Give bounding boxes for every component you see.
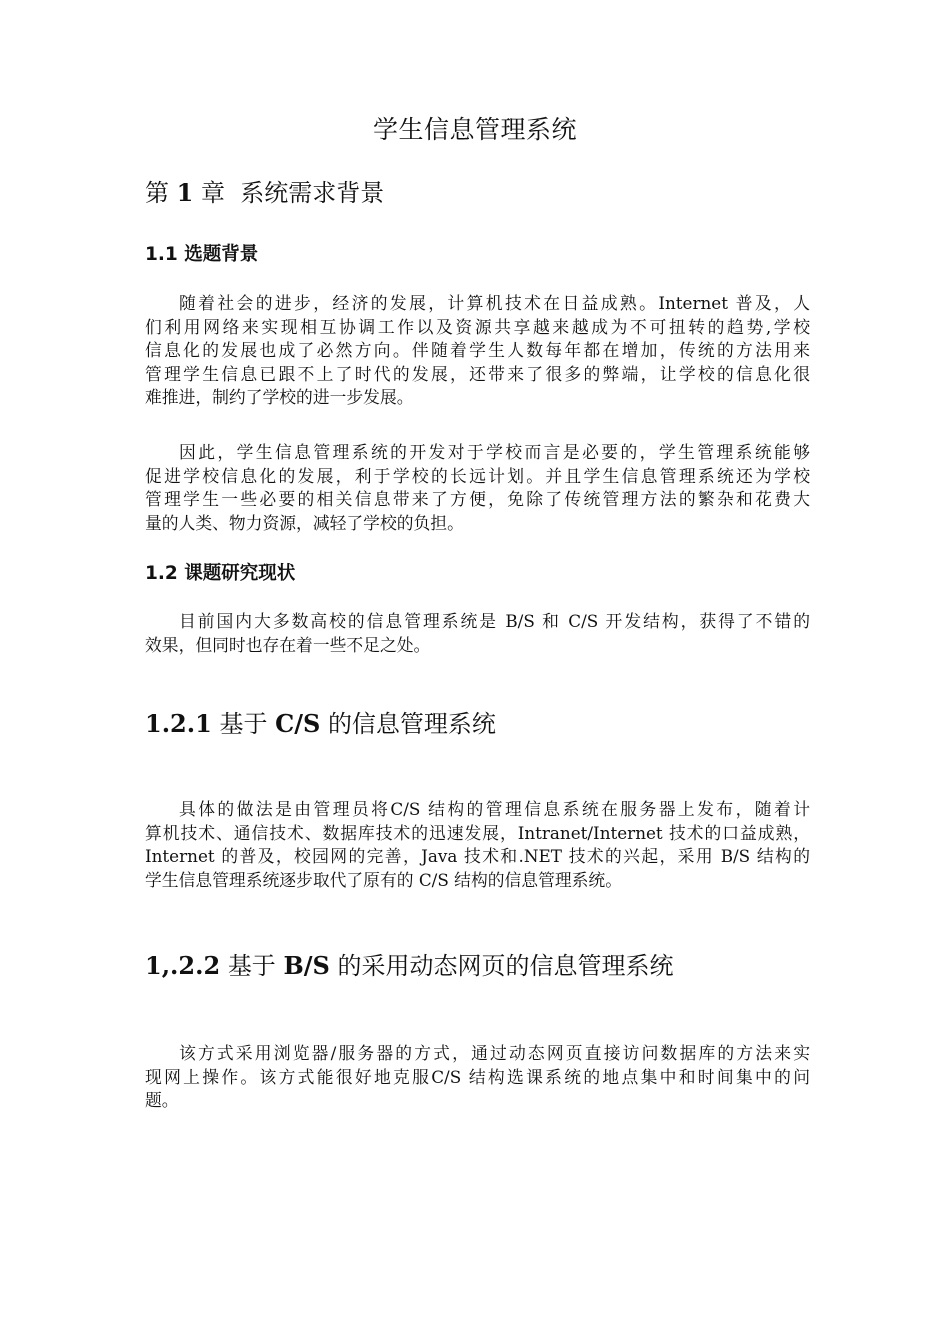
section-number: 1,.2.2: [145, 951, 221, 980]
chapter-heading: [145, 175, 384, 211]
paragraph-1-2-2: [145, 1042, 810, 1113]
paragraph-line: 算机技术、通信技术、数据库技术的迅速发展，Intranet/Internet 技术的口益成熟，: [145, 822, 810, 843]
paragraph-line: 现网上操作。该方式能很好地克服C/S 结构选课系统的地点集中和时间集中的问: [145, 1066, 810, 1087]
section-heading-pre: 基于: [227, 952, 276, 980]
section-heading-1-1: 1.1 选题背景: [145, 244, 259, 265]
paragraph-line: 信息化的发展也成了必然方向。伴随着学生人数每年都在增加，传统的方法用来: [145, 340, 810, 360]
chapter-suffix: 章: [200, 179, 225, 207]
paragraph-line: 该方式采用浏览器/服务器的方式，通过动态网页直接访问数据库的方法来实: [179, 1043, 810, 1063]
paragraph-1-2: [145, 610, 810, 657]
section-heading-post: 的信息管理系统: [327, 710, 496, 738]
document-title: [0, 112, 950, 148]
section-heading-pre: 基于: [219, 710, 268, 738]
section-heading-1-2-1: [145, 706, 496, 742]
paragraph-1-1-a: [145, 292, 810, 410]
paragraph-line: 促进学校信息化的发展，利于学校的长远计划。并且学生信息管理系统还为学校: [145, 465, 810, 486]
paragraph-line: 量的人类、物力资源，减轻了学校的负担。: [145, 512, 464, 533]
paragraph-line: 题。: [145, 1090, 179, 1110]
paragraph-line: 难推进，制约了学校的进一步发展。: [145, 387, 414, 407]
paragraph-line: Internet 的普及，校园网的完善，Java 技术和.NET 技术的兴起，采用 B/S 结构的: [145, 846, 810, 866]
paragraph-line: 学生信息管理系统逐步取代了原有的 C/S 结构的信息管理系统。: [145, 869, 622, 890]
section-heading-bold: B/S: [283, 951, 330, 980]
paragraph-line: 目前国内大多数高校的信息管理系统是 B/S 和 C/S 开发结构，获得了不错的: [179, 611, 810, 631]
paragraph-1-1-b: [145, 441, 810, 535]
section-heading-1-2-2: [145, 948, 673, 984]
paragraph-1-2-1: [145, 798, 810, 892]
paragraph-line: 管理学生信息已跟不上了时代的发展，还带来了很多的弊端，让学校的信息化很: [145, 363, 810, 384]
paragraph-line: 随着社会的进步，经济的发展，计算机技术在日益成熟。Internet 普及，人: [179, 293, 810, 313]
paragraph-line: 因此，学生信息管理系统的开发对于学校而言是必要的，学生管理系统能够: [179, 442, 810, 462]
document-title-text: 学生信息管理系统: [372, 115, 577, 144]
paragraph-line: 管理学生一些必要的相关信息带来了方便，免除了传统管理方法的繁杂和花费大: [145, 489, 810, 509]
paragraph-line: 效果，但同时也存在着一些不足之处。: [145, 634, 431, 655]
chapter-title: 系统需求背景: [240, 179, 385, 207]
paragraph-line: 们利用网络来实现相互协调工作以及资源共享越来越成为不可扭转的趋势,学校: [145, 316, 810, 337]
section-heading-post: 的采用动态网页的信息管理系统: [337, 952, 674, 980]
section-number: 1.2.1: [145, 709, 212, 738]
paragraph-line: 具体的做法是由管理员将C/S 结构的管理信息系统在服务器上发布，随着计: [179, 799, 810, 819]
section-heading-bold: C/S: [275, 709, 321, 738]
chapter-prefix: 第: [145, 179, 169, 207]
section-heading-1-2: 1.2 课题研究现状: [145, 563, 296, 584]
chapter-number: 1: [176, 178, 194, 207]
